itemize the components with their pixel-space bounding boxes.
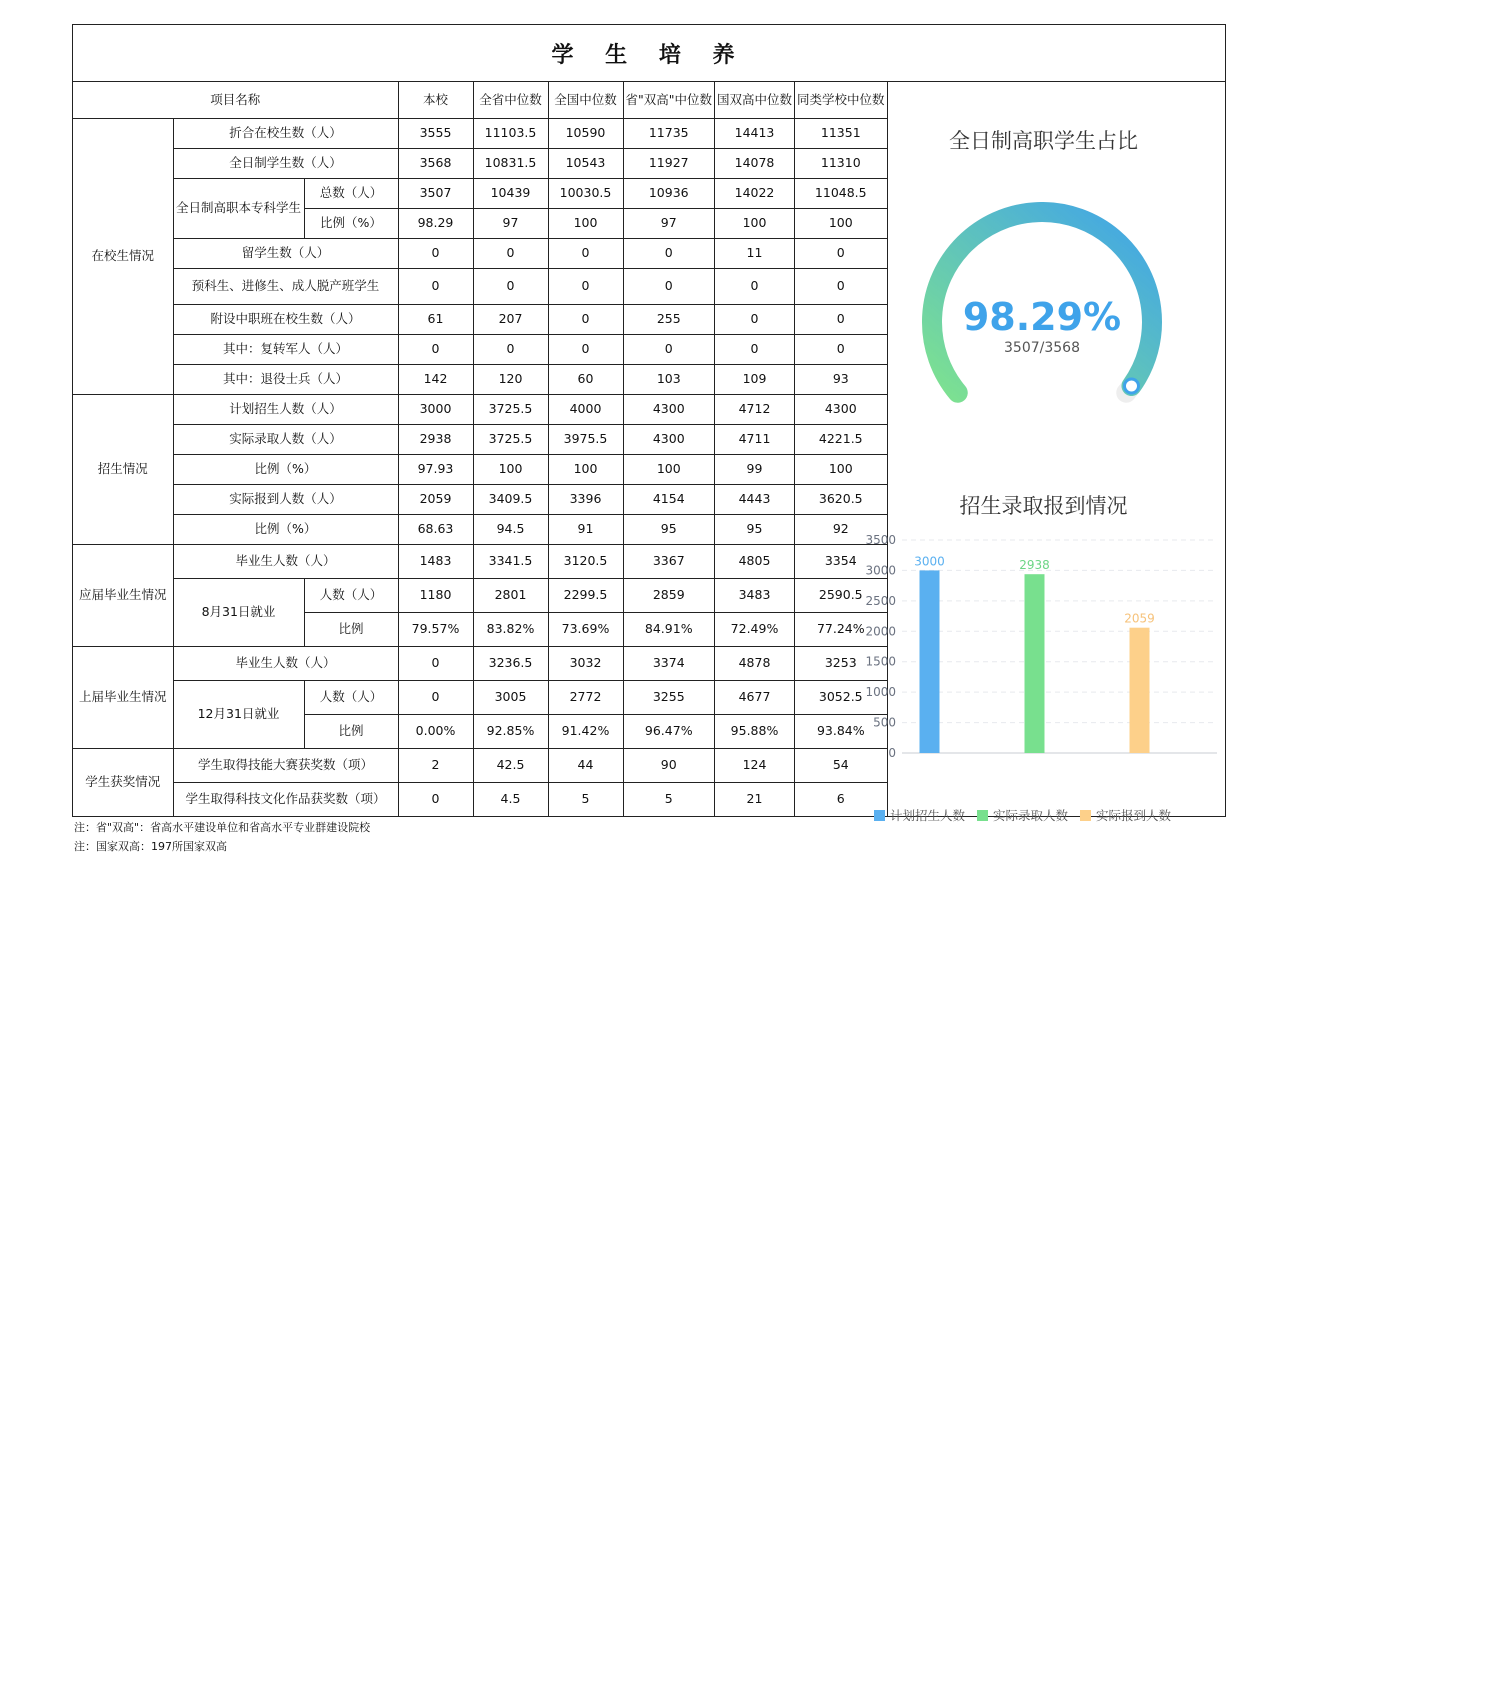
value-cell: 11103.5 <box>473 118 548 148</box>
y-tick-label: 1000 <box>865 685 896 700</box>
value-cell: 83.82% <box>473 612 548 646</box>
sub-group-label: 全日制高职本专科学生 <box>173 178 304 238</box>
value-cell: 60 <box>548 364 623 394</box>
group-label: 上届毕业生情况 <box>73 646 173 748</box>
value-cell: 2801 <box>473 578 548 612</box>
value-cell: 93.84% <box>795 714 888 748</box>
value-cell: 100 <box>795 208 888 238</box>
bar-chart-legend <box>874 806 1171 824</box>
value-cell: 97 <box>473 208 548 238</box>
value-cell: 95.88% <box>715 714 795 748</box>
value-cell: 3507 <box>398 178 473 208</box>
value-cell: 0 <box>473 268 548 304</box>
gauge-chart <box>917 202 1167 432</box>
value-cell: 6 <box>795 782 888 816</box>
value-cell: 124 <box>715 748 795 782</box>
value-cell: 0 <box>795 268 888 304</box>
value-cell: 2299.5 <box>548 578 623 612</box>
row-label: 总数（人） <box>304 178 398 208</box>
value-cell: 0 <box>715 334 795 364</box>
value-cell: 0 <box>623 334 715 364</box>
table-row <box>73 364 887 394</box>
value-cell: 103 <box>623 364 715 394</box>
row-label: 比例（%） <box>173 454 398 484</box>
table-row <box>73 334 887 364</box>
footnote: 注：国家双高：197所国家双高 <box>74 840 227 853</box>
value-cell: 3032 <box>548 646 623 680</box>
value-cell: 0.00% <box>398 714 473 748</box>
value-cell: 11351 <box>795 118 888 148</box>
y-tick-label: 2500 <box>865 593 896 608</box>
value-cell: 2859 <box>623 578 715 612</box>
value-cell: 97.93 <box>398 454 473 484</box>
y-tick-label: 2000 <box>865 624 896 639</box>
y-tick-label: 1500 <box>865 654 896 669</box>
row-label: 毕业生人数（人） <box>173 646 398 680</box>
bar-chart-title: 招生录取报到情况 <box>959 494 1128 518</box>
legend-item <box>874 806 965 824</box>
value-cell: 142 <box>398 364 473 394</box>
header-cell: 全省中位数 <box>473 82 548 118</box>
value-cell: 10439 <box>473 178 548 208</box>
value-cell: 11735 <box>623 118 715 148</box>
row-label: 折合在校生数（人） <box>173 118 398 148</box>
value-cell: 94.5 <box>473 514 548 544</box>
y-tick-label: 3000 <box>865 563 896 578</box>
row-label: 人数（人） <box>304 680 398 714</box>
row-label: 实际录取人数（人） <box>173 424 398 454</box>
table-row <box>73 424 887 454</box>
value-cell: 3555 <box>398 118 473 148</box>
table-row <box>73 514 887 544</box>
value-cell: 72.49% <box>715 612 795 646</box>
legend-item <box>1080 806 1171 824</box>
chart-panel <box>862 82 1225 823</box>
y-tick-label: 0 <box>888 746 896 760</box>
value-cell: 1483 <box>398 544 473 578</box>
gauge-value: 98.29% <box>962 295 1122 339</box>
table-row <box>73 544 887 578</box>
value-cell: 10543 <box>548 148 623 178</box>
legend-label: 实际报到人数 <box>1096 808 1172 823</box>
value-cell: 11310 <box>795 148 888 178</box>
value-cell: 84.91% <box>623 612 715 646</box>
value-cell: 3005 <box>473 680 548 714</box>
value-cell: 3253 <box>795 646 888 680</box>
row-label: 学生取得科技文化作品获奖数（项） <box>173 782 398 816</box>
value-cell: 100 <box>473 454 548 484</box>
value-cell: 2938 <box>398 424 473 454</box>
value-cell: 68.63 <box>398 514 473 544</box>
value-cell: 42.5 <box>473 748 548 782</box>
bar-value-label: 3000 <box>914 554 945 569</box>
value-cell: 0 <box>795 238 888 268</box>
table-row <box>73 394 887 424</box>
value-cell: 100 <box>795 454 888 484</box>
table-row <box>73 148 887 178</box>
header-cell: 本校 <box>398 82 473 118</box>
value-cell: 5 <box>548 782 623 816</box>
value-cell: 100 <box>715 208 795 238</box>
row-label: 预科生、进修生、成人脱产班学生 <box>173 268 398 304</box>
table-row <box>73 748 887 782</box>
row-label: 比例（%） <box>173 514 398 544</box>
row-label: 附设中职班在校生数（人） <box>173 304 398 334</box>
value-cell: 3052.5 <box>795 680 888 714</box>
value-cell: 11927 <box>623 148 715 178</box>
value-cell: 0 <box>548 334 623 364</box>
value-cell: 21 <box>715 782 795 816</box>
value-cell: 91 <box>548 514 623 544</box>
value-cell: 4443 <box>715 484 795 514</box>
value-cell: 98.29 <box>398 208 473 238</box>
row-label: 学生取得技能大赛获奖数（项） <box>173 748 398 782</box>
value-cell: 3374 <box>623 646 715 680</box>
row-label: 实际报到人数（人） <box>173 484 398 514</box>
value-cell: 0 <box>398 238 473 268</box>
value-cell: 4805 <box>715 544 795 578</box>
value-cell: 3354 <box>795 544 888 578</box>
value-cell: 90 <box>623 748 715 782</box>
bar-value-label: 2059 <box>1124 611 1155 626</box>
value-cell: 0 <box>548 268 623 304</box>
value-cell: 5 <box>623 782 715 816</box>
value-cell: 0 <box>398 782 473 816</box>
value-cell: 0 <box>398 680 473 714</box>
table-row <box>73 118 887 148</box>
value-cell: 93 <box>795 364 888 394</box>
value-cell: 95 <box>623 514 715 544</box>
legend-swatch <box>874 810 885 821</box>
table-row <box>73 304 887 334</box>
value-cell: 4154 <box>623 484 715 514</box>
value-cell: 97 <box>623 208 715 238</box>
value-cell: 77.24% <box>795 612 888 646</box>
value-cell: 207 <box>473 304 548 334</box>
bar-value-label: 2938 <box>1019 558 1050 573</box>
value-cell: 0 <box>473 238 548 268</box>
value-cell: 120 <box>473 364 548 394</box>
value-cell: 99 <box>715 454 795 484</box>
table-row <box>73 646 887 680</box>
table-row <box>73 268 887 304</box>
value-cell: 0 <box>623 268 715 304</box>
bar-chart <box>862 530 1225 806</box>
value-cell: 91.42% <box>548 714 623 748</box>
value-cell: 0 <box>715 304 795 334</box>
value-cell: 10030.5 <box>548 178 623 208</box>
value-cell: 92 <box>795 514 888 544</box>
value-cell: 3975.5 <box>548 424 623 454</box>
table-row <box>73 238 887 268</box>
value-cell: 100 <box>623 454 715 484</box>
report-sheet <box>72 24 1226 823</box>
group-label: 学生获奖情况 <box>73 748 173 816</box>
table-row <box>73 680 887 714</box>
value-cell: 54 <box>795 748 888 782</box>
value-cell: 100 <box>548 208 623 238</box>
value-cell: 4300 <box>795 394 888 424</box>
value-cell: 14413 <box>715 118 795 148</box>
row-label: 其中：复转军人（人） <box>173 334 398 364</box>
gauge-subtext: 3507/3568 <box>1004 340 1080 356</box>
row-label: 计划招生人数（人） <box>173 394 398 424</box>
value-cell: 2059 <box>398 484 473 514</box>
legend-swatch <box>977 810 988 821</box>
gauge-title: 全日制高职学生占比 <box>949 129 1138 153</box>
table-row <box>73 454 887 484</box>
table-row <box>73 578 887 612</box>
value-cell: 109 <box>715 364 795 394</box>
row-label: 毕业生人数（人） <box>173 544 398 578</box>
value-cell: 4.5 <box>473 782 548 816</box>
value-cell: 4677 <box>715 680 795 714</box>
value-cell: 3341.5 <box>473 544 548 578</box>
header-cell: 同类学校中位数 <box>795 82 888 118</box>
value-cell: 10590 <box>548 118 623 148</box>
legend-swatch <box>1080 810 1091 821</box>
value-cell: 3725.5 <box>473 394 548 424</box>
value-cell: 3725.5 <box>473 424 548 454</box>
value-cell: 44 <box>548 748 623 782</box>
row-label: 全日制学生数（人） <box>173 148 398 178</box>
value-cell: 4878 <box>715 646 795 680</box>
legend-label: 实际录取人数 <box>993 808 1069 823</box>
header-cell: 国双高中位数 <box>715 82 795 118</box>
value-cell: 92.85% <box>473 714 548 748</box>
value-cell: 14022 <box>715 178 795 208</box>
value-cell: 0 <box>548 304 623 334</box>
row-label: 比例（%） <box>304 208 398 238</box>
value-cell: 3620.5 <box>795 484 888 514</box>
group-label: 招生情况 <box>73 394 173 544</box>
value-cell: 4000 <box>548 394 623 424</box>
row-label: 留学生数（人） <box>173 238 398 268</box>
value-cell: 100 <box>548 454 623 484</box>
sheet-title: 学 生 培 养 <box>73 25 1225 82</box>
bar <box>1025 574 1045 753</box>
value-cell: 10936 <box>623 178 715 208</box>
table-row <box>73 178 887 208</box>
value-cell: 3236.5 <box>473 646 548 680</box>
value-cell: 0 <box>715 268 795 304</box>
footnote: 注：省"双高"：省高水平建设单位和省高水平专业群建设院校 <box>74 821 371 834</box>
legend-label: 计划招生人数 <box>890 808 966 823</box>
value-cell: 3568 <box>398 148 473 178</box>
y-tick-label: 3500 <box>865 533 896 547</box>
group-label: 应届毕业生情况 <box>73 544 173 646</box>
value-cell: 11048.5 <box>795 178 888 208</box>
legend-item <box>977 806 1068 824</box>
value-cell: 3000 <box>398 394 473 424</box>
sub-group-label: 8月31日就业 <box>173 578 304 646</box>
table-row <box>73 782 887 816</box>
table-row <box>73 484 887 514</box>
row-label: 人数（人） <box>304 578 398 612</box>
value-cell: 0 <box>548 238 623 268</box>
row-label: 比例 <box>304 612 398 646</box>
value-cell: 4711 <box>715 424 795 454</box>
value-cell: 4300 <box>623 424 715 454</box>
row-label: 比例 <box>304 714 398 748</box>
value-cell: 0 <box>623 238 715 268</box>
value-cell: 14078 <box>715 148 795 178</box>
value-cell: 0 <box>795 304 888 334</box>
header-cell: 项目名称 <box>73 82 398 118</box>
value-cell: 10831.5 <box>473 148 548 178</box>
bar <box>1130 628 1150 753</box>
student-training-table <box>73 82 888 817</box>
value-cell: 79.57% <box>398 612 473 646</box>
header-row <box>73 82 887 118</box>
value-cell: 0 <box>473 334 548 364</box>
row-label: 其中：退役士兵（人） <box>173 364 398 394</box>
header-cell: 全国中位数 <box>548 82 623 118</box>
value-cell: 1180 <box>398 578 473 612</box>
value-cell: 2772 <box>548 680 623 714</box>
value-cell: 96.47% <box>623 714 715 748</box>
bar <box>920 570 940 753</box>
header-cell: 省"双高"中位数 <box>623 82 715 118</box>
value-cell: 3409.5 <box>473 484 548 514</box>
value-cell: 3120.5 <box>548 544 623 578</box>
value-cell: 0 <box>398 646 473 680</box>
value-cell: 2 <box>398 748 473 782</box>
value-cell: 61 <box>398 304 473 334</box>
value-cell: 4712 <box>715 394 795 424</box>
value-cell: 73.69% <box>548 612 623 646</box>
value-cell: 2590.5 <box>795 578 888 612</box>
value-cell: 95 <box>715 514 795 544</box>
y-tick-label: 500 <box>873 715 896 730</box>
gauge-knob <box>1124 379 1138 393</box>
value-cell: 0 <box>398 334 473 364</box>
value-cell: 4300 <box>623 394 715 424</box>
value-cell: 0 <box>795 334 888 364</box>
value-cell: 3367 <box>623 544 715 578</box>
sub-group-label: 12月31日就业 <box>173 680 304 748</box>
value-cell: 3483 <box>715 578 795 612</box>
value-cell: 3396 <box>548 484 623 514</box>
value-cell: 4221.5 <box>795 424 888 454</box>
value-cell: 3255 <box>623 680 715 714</box>
value-cell: 0 <box>398 268 473 304</box>
value-cell: 11 <box>715 238 795 268</box>
group-label: 在校生情况 <box>73 118 173 394</box>
value-cell: 255 <box>623 304 715 334</box>
